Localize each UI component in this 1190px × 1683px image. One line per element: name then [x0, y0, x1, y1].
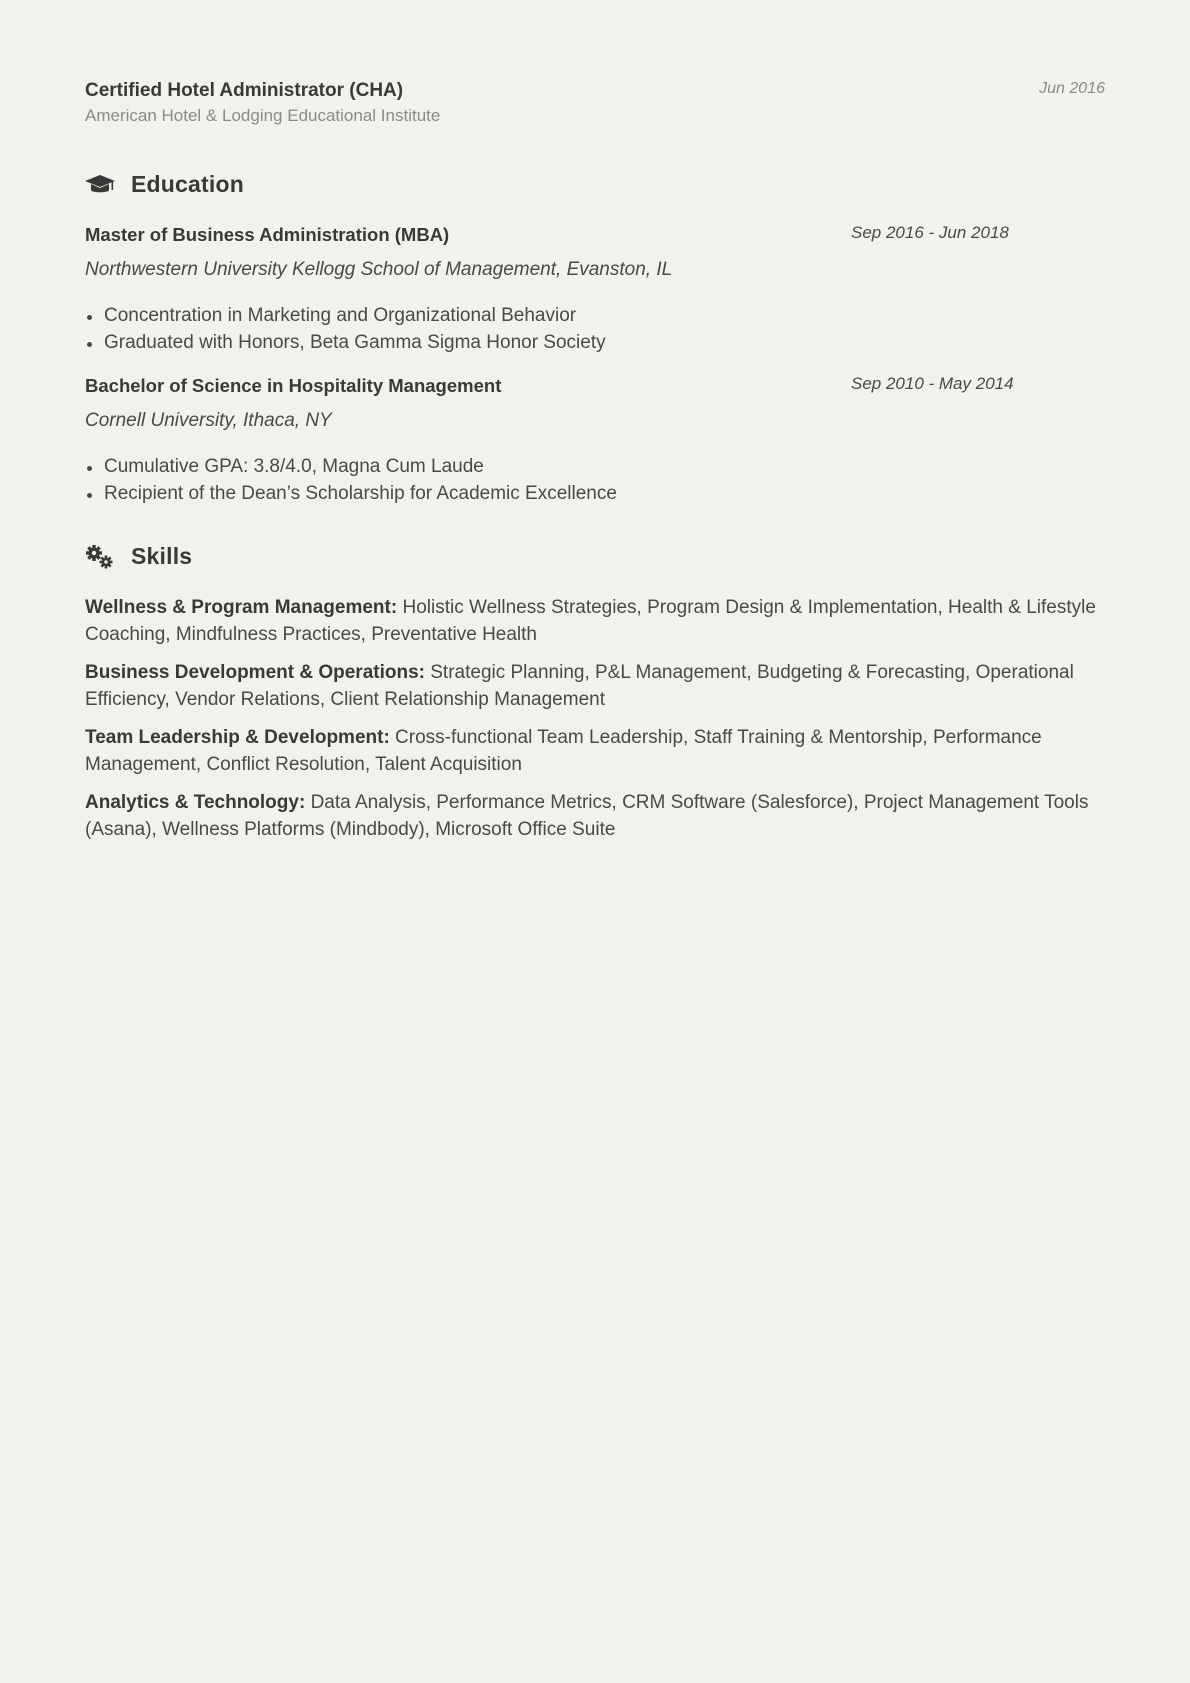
skill-items: Cross-functional Team Leadership, Staff Training & Mentorship, Performance Management, Conflict Resolution, Talent Acquisition	[85, 727, 1042, 775]
list-item: Cumulative GPA: 3.8/4.0, Magna Cum Laude	[85, 453, 1105, 480]
skill-category: Business Development & Operations:	[85, 662, 425, 683]
degree-title: Master of Business Administration (MBA)	[85, 224, 450, 245]
skill-items: Data Analysis, Performance Metrics, CRM Software (Salesforce), Project Management Tools (Asana), Wellness Platforms (Mindbody), Microsoft Office Suite	[85, 792, 1089, 840]
skill-group	[85, 659, 1105, 713]
skill-category: Team Leadership & Development:	[85, 727, 390, 748]
graduation-cap-icon	[85, 172, 115, 198]
certification-title: Certified Hotel Administrator (CHA)	[85, 80, 404, 101]
school-name: Cornell University, Ithaca, NY	[85, 410, 332, 431]
education-entry	[85, 373, 1105, 507]
skills-heading-label: Skills	[131, 543, 193, 569]
degree-title: Bachelor of Science in Hospitality Management	[85, 375, 502, 396]
education-heading-label: Education	[131, 171, 244, 197]
skill-category: Wellness & Program Management:	[85, 597, 398, 618]
skill-items: Strategic Planning, P&L Management, Budgeting & Forecasting, Operational Efficiency, Vendor Relations, Client Relationship Management	[85, 662, 1074, 710]
skill-items: Holistic Wellness Strategies, Program Design & Implementation, Health & Lifestyle Coaching, Mindfulness Practices, Preventative Health	[85, 597, 1096, 645]
education-dates: Sep 2010 - May 2014	[851, 374, 1014, 393]
education-dates: Sep 2016 - Jun 2018	[851, 223, 1009, 242]
skill-category: Analytics & Technology:	[85, 792, 306, 813]
list-item: Recipient of the Dean’s Scholarship for Academic Excellence	[85, 480, 1105, 507]
gears-icon	[85, 544, 115, 570]
skills-heading	[85, 543, 192, 570]
certification-date: Jun 2016	[1039, 80, 1105, 97]
education-bullets	[85, 302, 1105, 356]
school-name: Northwestern University Kellogg School of Management, Evanston, IL	[85, 259, 673, 280]
certification-entry	[85, 78, 1105, 128]
education-entry	[85, 222, 1105, 356]
skill-group	[85, 789, 1105, 843]
skill-group	[85, 724, 1105, 778]
education-bullets	[85, 453, 1105, 507]
certification-issuer: American Hotel & Lodging Educational Institute	[85, 106, 441, 125]
list-item: Graduated with Honors, Beta Gamma Sigma Honor Society	[85, 329, 1105, 356]
list-item: Concentration in Marketing and Organizational Behavior	[85, 302, 1105, 329]
skill-group	[85, 594, 1105, 648]
education-heading	[85, 171, 244, 198]
